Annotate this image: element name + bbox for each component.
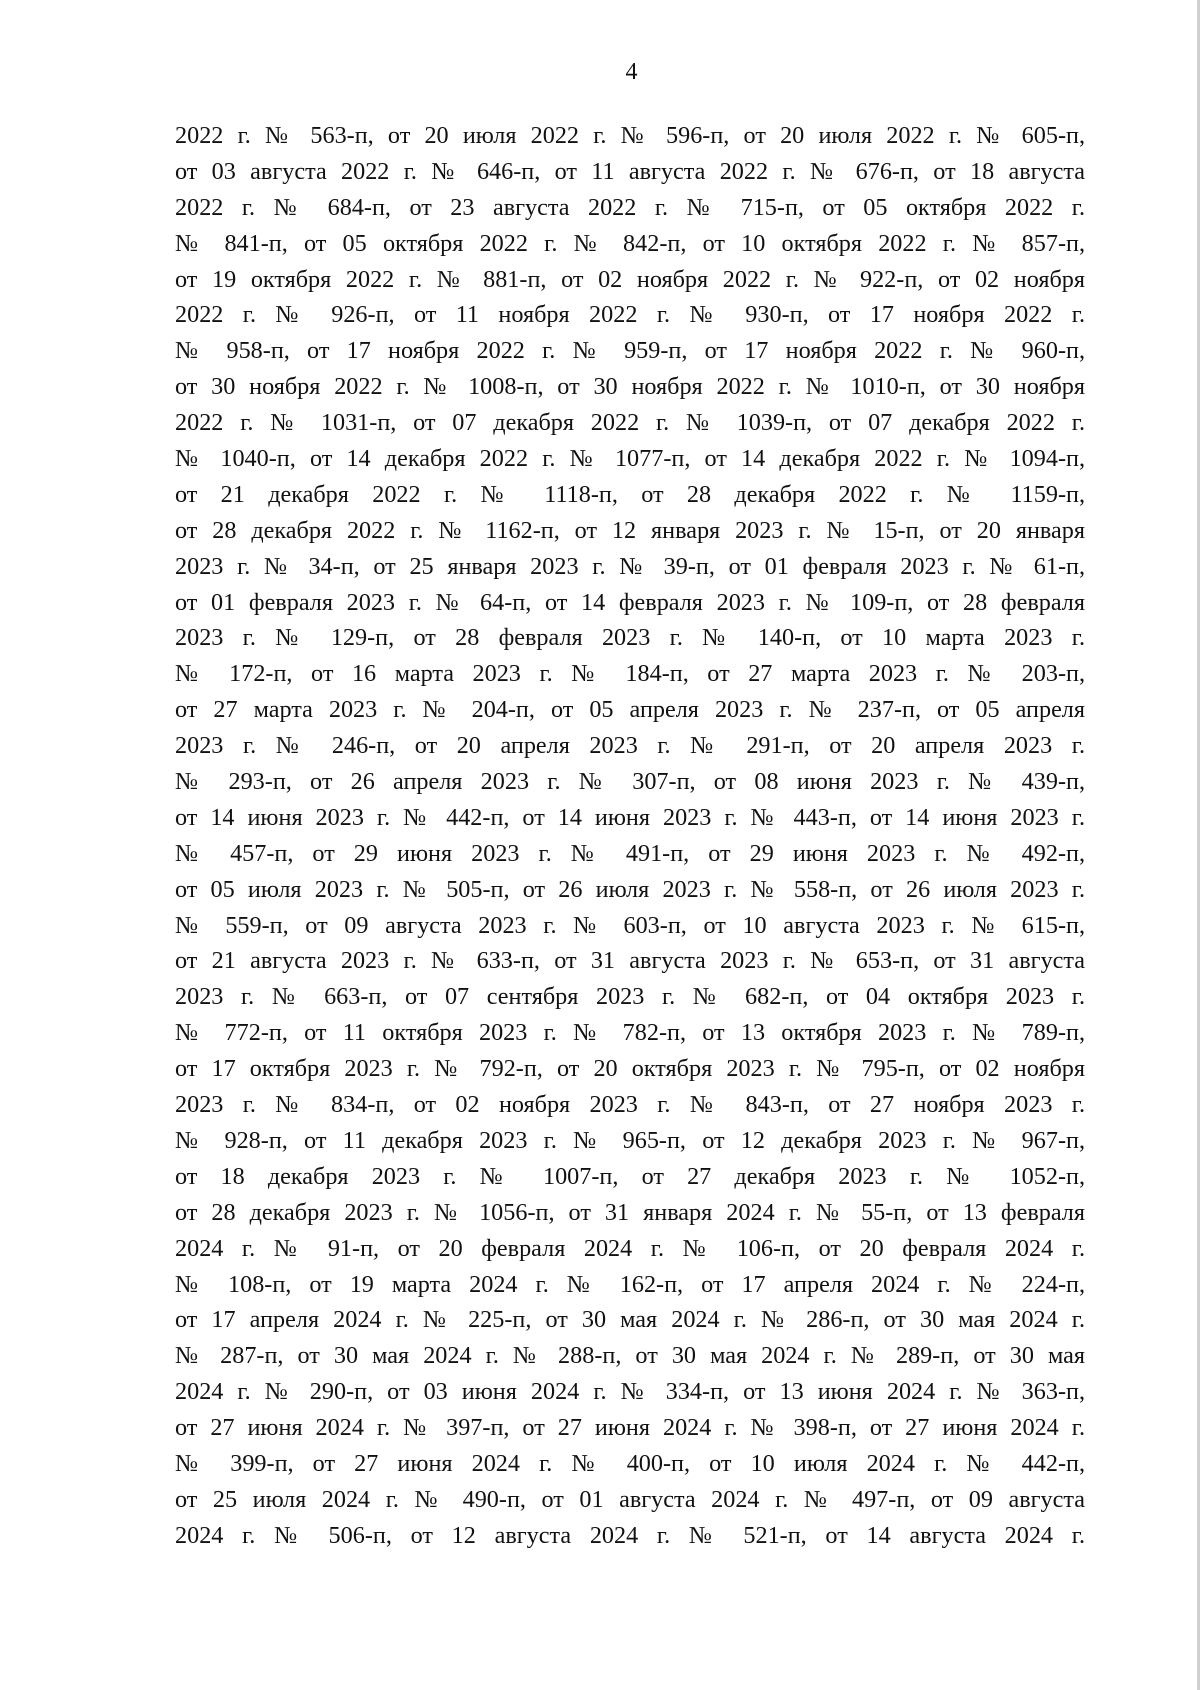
text-line: от 28 декабря 2022 г. № 1162-п, от 12 января 2023 г. № 15-п, от 20 января [175,516,1085,544]
text-line: 2022 г. № 684-п, от 23 августа 2022 г. № 715-п, от 05 октября 2022 г. [175,193,1085,221]
text-line: № 841-п, от 05 октября 2022 г. № 842-п, от 10 октября 2022 г. № 857-п, [175,229,1085,257]
text-line: 2023 г. № 663-п, от 07 сентября 2023 г. № 682-п, от 04 октября 2023 г. [175,983,1085,1011]
text-line: от 01 февраля 2023 г. № 64-п, от 14 февраля 2023 г. № 109-п, от 28 февраля [175,588,1085,616]
text-line: № 1040-п, от 14 декабря 2022 г. № 1077-п, от 14 декабря 2022 г. № 1094-п, [175,445,1085,473]
text-line: от 27 июня 2024 г. № 397-п, от 27 июня 2024 г. № 398-п, от 27 июня 2024 г. [175,1414,1085,1442]
text-line: 2023 г. № 834-п, от 02 ноября 2023 г. № 843-п, от 27 ноября 2023 г. [175,1091,1085,1119]
text-line: от 27 марта 2023 г. № 204-п, от 05 апреля 2023 г. № 237-п, от 05 апреля [175,696,1085,724]
body-text [175,118,1085,1554]
text-line: 2023 г. № 129-п, от 28 февраля 2023 г. № 140-п, от 10 марта 2023 г. [175,624,1085,652]
text-line: № 293-п, от 26 апреля 2023 г. № 307-п, от 08 июня 2023 г. № 439-п, [175,768,1085,796]
text-line: 2023 г. № 246-п, от 20 апреля 2023 г. № 291-п, от 20 апреля 2023 г. [175,732,1085,760]
text-line: 2023 г. № 34-п, от 25 января 2023 г. № 39-п, от 01 февраля 2023 г. № 61-п, [175,552,1085,580]
text-line: № 172-п, от 16 марта 2023 г. № 184-п, от 27 марта 2023 г. № 203-п, [175,660,1085,688]
text-line: от 30 ноября 2022 г. № 1008-п, от 30 ноября 2022 г. № 1010-п, от 30 ноября [175,373,1085,401]
page-number: 4 [625,59,638,85]
text-line: № 559-п, от 09 августа 2023 г. № 603-п, от 10 августа 2023 г. № 615-п, [175,911,1085,939]
text-line: № 399-п, от 27 июня 2024 г. № 400-п, от 10 июля 2024 г. № 442-п, [175,1449,1085,1477]
text-line: от 17 апреля 2024 г. № 225-п, от 30 мая 2024 г. № 286-п, от 30 мая 2024 г. [175,1306,1085,1334]
text-line: от 21 августа 2023 г. № 633-п, от 31 августа 2023 г. № 653-п, от 31 августа [175,947,1085,975]
text-line: от 18 декабря 2023 г. № 1007-п, от 27 декабря 2023 г. № 1052-п, [175,1162,1085,1190]
text-line: 2022 г. № 563-п, от 20 июля 2022 г. № 596-п, от 20 июля 2022 г. № 605-п, [175,122,1085,149]
text-line: 2024 г. № 506-п, от 12 августа 2024 г. № 521-п, от 14 августа 2024 г. [175,1521,1085,1549]
text-line: № 928-п, от 11 декабря 2023 г. № 965-п, от 12 декабря 2023 г. № 967-п, [175,1126,1085,1154]
text-line: от 19 октября 2022 г. № 881-п, от 02 ноября 2022 г. № 922-п, от 02 ноября [175,265,1085,293]
text-line: от 05 июля 2023 г. № 505-п, от 26 июля 2023 г. № 558-п, от 26 июля 2023 г. [175,875,1085,903]
text-line: 2022 г. № 926-п, от 11 ноября 2022 г. № 930-п, от 17 ноября 2022 г. [175,301,1085,329]
text-line: от 17 октября 2023 г. № 792-п, от 20 октября 2023 г. № 795-п, от 02 ноября [175,1055,1085,1083]
text-line: 2024 г. № 290-п, от 03 июня 2024 г. № 334-п, от 13 июня 2024 г. № 363-п, [175,1378,1085,1406]
text-line: 2024 г. № 91-п, от 20 февраля 2024 г. № 106-п, от 20 февраля 2024 г. [175,1234,1085,1262]
text-line: от 28 декабря 2023 г. № 1056-п, от 31 января 2024 г. № 55-п, от 13 февраля [175,1198,1085,1226]
text-line: № 958-п, от 17 ноября 2022 г. № 959-п, от 17 ноября 2022 г. № 960-п, [175,337,1085,365]
text-line: 2022 г. № 1031-п, от 07 декабря 2022 г. № 1039-п, от 07 декабря 2022 г. [175,409,1085,437]
text-line: № 108-п, от 19 марта 2024 г. № 162-п, от 17 апреля 2024 г. № 224-п, [175,1270,1085,1298]
text-line: № 287-п, от 30 мая 2024 г. № 288-п, от 30 мая 2024 г. № 289-п, от 30 мая [175,1342,1085,1370]
text-line: № 457-п, от 29 июня 2023 г. № 491-п, от 29 июня 2023 г. № 492-п, [175,839,1085,867]
text-line: от 14 июня 2023 г. № 442-п, от 14 июня 2023 г. № 443-п, от 14 июня 2023 г. [175,803,1085,831]
text-line: от 21 декабря 2022 г. № 1118-п, от 28 декабря 2022 г. № 1159-п, [175,480,1085,508]
text-line: от 25 июля 2024 г. № 490-п, от 01 августа 2024 г. № 497-п, от 09 августа [175,1485,1085,1513]
text-line: № 772-п, от 11 октября 2023 г. № 782-п, от 13 октября 2023 г. № 789-п, [175,1019,1085,1047]
text-line: от 03 августа 2022 г. № 646-п, от 11 августа 2022 г. № 676-п, от 18 августа [175,157,1085,185]
